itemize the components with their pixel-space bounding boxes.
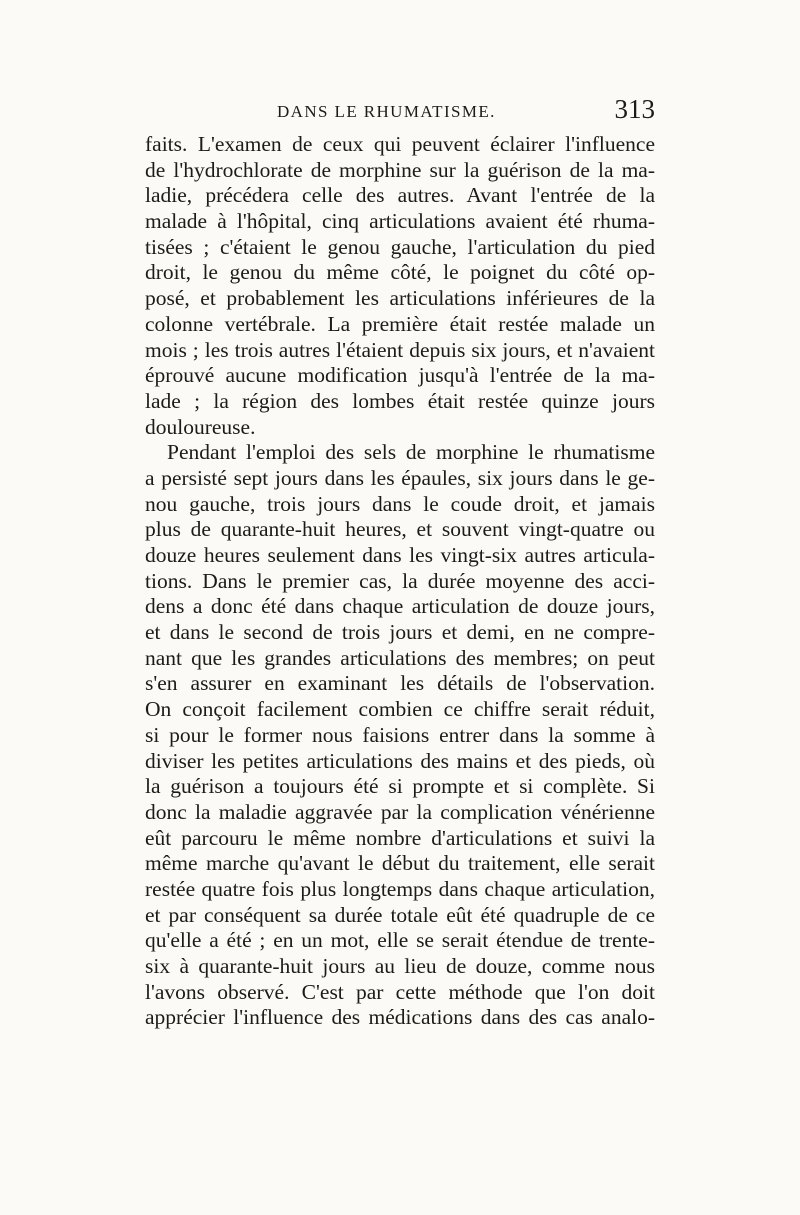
text-line: nou gauche, trois jours dans le coude droit, et jamais	[145, 491, 655, 516]
page-header	[145, 94, 655, 132]
text-line: a persisté sept jours dans les épaules, six jours dans le ge-	[145, 465, 655, 490]
text-line: colonne vertébrale. La première était restée malade un	[145, 311, 655, 336]
text-line: qu'elle a été ; en un mot, elle se serait étendue de trente-	[145, 928, 655, 953]
text-line: la guérison a toujours été si prompte et si complète. Si	[145, 774, 655, 799]
text-line: plus de quarante-huit heures, et souvent vingt-quatre ou	[145, 517, 655, 542]
text-line: tions. Dans le premier cas, la durée moyenne des acci-	[145, 568, 655, 593]
page-number: 313	[614, 94, 655, 124]
text-line: droit, le genou du même côté, le poignet du côté op-	[145, 260, 655, 285]
text-line: tisées ; c'étaient le genou gauche, l'articulation du pied	[145, 234, 655, 259]
text-line: douloureuse.	[145, 414, 256, 439]
text-line: six à quarante-huit jours au lieu de douze, comme nous	[145, 954, 655, 978]
text-line: lade ; la région des lombes était restée quinze jours	[145, 388, 655, 413]
text-line: s'en assurer en examinant les détails de l'observation.	[145, 671, 655, 696]
text-line: ladie, précédera celle des autres. Avant l'entrée de la	[145, 183, 655, 208]
text-line: même marche qu'avant le début du traitement, elle serait	[145, 851, 655, 876]
text-line: si pour le former nous faisions entrer dans la somme à	[145, 722, 655, 747]
text-line: éprouvé aucune modification jusqu'à l'entrée de la ma-	[145, 363, 655, 388]
text-line: restée quatre fois plus longtemps dans chaque articulation,	[145, 876, 655, 901]
running-head: DANS LE RHUMATISME.	[277, 102, 496, 121]
text-line: Pendant l'emploi des sels de morphine le rhumatisme	[167, 440, 655, 465]
text-line: posé, et probablement les articulations inférieures de la	[145, 286, 655, 311]
text-line: dens a donc été dans chaque articulation de douze jours,	[145, 594, 655, 619]
text-line: l'avons observé. C'est par cette méthode que l'on doit	[145, 979, 655, 1004]
text-line: et par conséquent sa durée totale eût été quadruple de ce	[145, 902, 655, 927]
text-line: malade à l'hôpital, cinq articulations avaient été rhuma-	[145, 209, 655, 234]
text-line: apprécier l'influence des médications dans des cas analo-	[145, 1005, 655, 1030]
text-line: On conçoit facilement combien ce chiffre serait réduit,	[145, 697, 655, 722]
text-line: et dans le second de trois jours et demi, en ne compre-	[145, 620, 655, 645]
text-line: nant que les grandes articulations des membres; on peut	[145, 645, 655, 670]
text-line: eût parcouru le même nombre d'articulations et suivi la	[145, 825, 655, 850]
text-line: donc la maladie aggravée par la complication vénérienne	[145, 799, 655, 824]
text-line: mois ; les trois autres l'étaient depuis six jours, et n'avaient	[145, 337, 655, 362]
text-line: de l'hydrochlorate de morphine sur la guérison de la ma-	[145, 157, 655, 182]
body-text	[145, 132, 655, 1031]
text-line: douze heures seulement dans les vingt-six autres articula-	[145, 543, 655, 567]
text-line: diviser les petites articulations des mains et des pieds, où	[145, 748, 655, 773]
text-line: faits. L'examen de ceux qui peuvent éclairer l'influence	[145, 132, 655, 156]
